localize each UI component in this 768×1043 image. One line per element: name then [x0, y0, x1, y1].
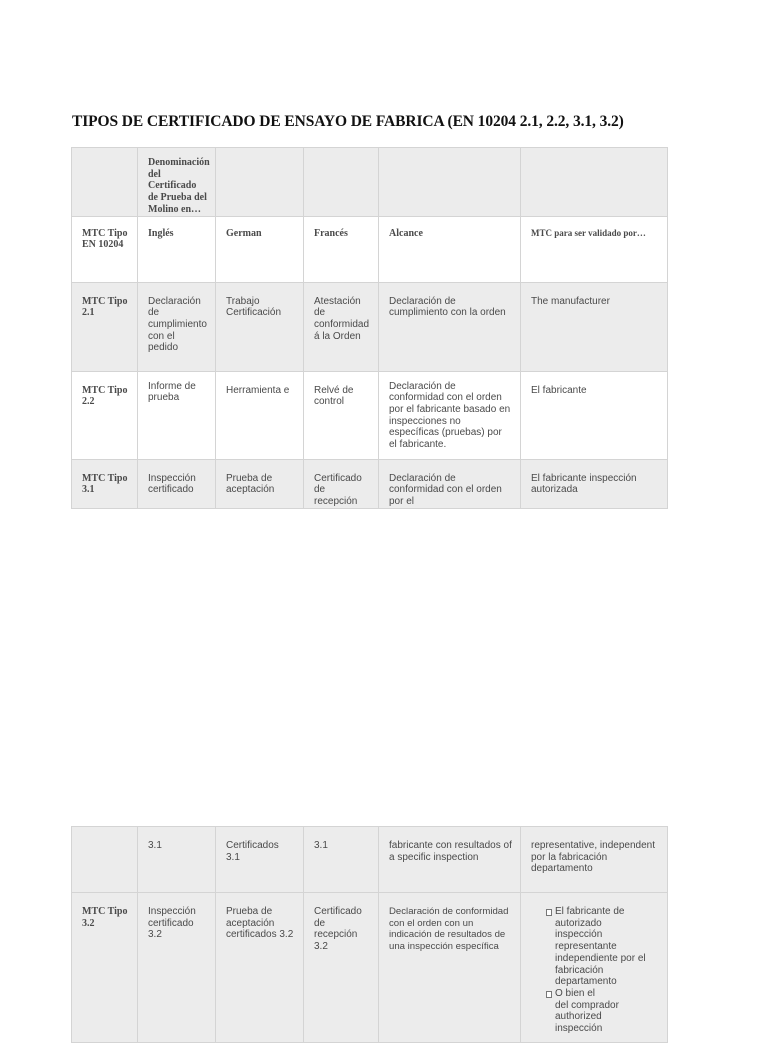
top-note: Denominación del Certificado de Prueba del Molino en… [138, 148, 216, 217]
table-header-row [72, 216, 668, 282]
row-english: Informe de prueba [138, 371, 216, 459]
row-german: Prueba de aceptación certificados 3.2 [216, 893, 304, 1043]
certificate-table-1 [71, 147, 668, 509]
row-type [72, 827, 138, 893]
row-type: MTC Tipo 2.2 [72, 371, 138, 459]
row-validated [521, 893, 668, 1043]
row-german: Trabajo Certificación [216, 282, 304, 371]
row-scope: Declaración de conformidad con el orden por el fabricante basado en inspecciones no específicas (pruebas) por el fabricante. [379, 371, 521, 459]
row-type: MTC Tipo 3.2 [72, 893, 138, 1043]
header-french: Francés [304, 216, 379, 282]
row-english: 3.1 [138, 827, 216, 893]
page-title: TIPOS DE CERTIFICADO DE ENSAYO DE FABRICA (EN 10204 2.1, 2.2, 3.1, 3.2) [72, 113, 624, 130]
table-cell [216, 148, 304, 217]
list-item: El fabricante de autorizado inspección representante independiente por el fabricación departamento [539, 906, 659, 988]
header-english: Inglés [138, 216, 216, 282]
row-french: 3.1 [304, 827, 379, 893]
row-english: Inspección certificado [138, 459, 216, 508]
table-cell [521, 148, 668, 217]
row-type: MTC Tipo 2.1 [72, 282, 138, 371]
table-row [72, 893, 668, 1043]
table-top-row [72, 148, 668, 217]
table-row [72, 282, 668, 371]
row-english: Declaración de cumplimiento con el pedido [138, 282, 216, 371]
header-type: MTC Tipo EN 10204 [72, 216, 138, 282]
table-row [72, 371, 668, 459]
row-english: Inspección certificado 3.2 [138, 893, 216, 1043]
row-type: MTC Tipo 3.1 [72, 459, 138, 508]
row-scope: fabricante con resultados of a specific inspection [379, 827, 521, 893]
row-german: Prueba de aceptación [216, 459, 304, 508]
table-row [72, 827, 668, 893]
row-validated: The manufacturer [521, 282, 668, 371]
row-french: Certificado de recepción [304, 459, 379, 508]
row-french: Relvé de control [304, 371, 379, 459]
header-validated: MTC para ser validado por… [521, 216, 668, 282]
row-french: Atestación de conformidad á la Orden [304, 282, 379, 371]
row-french: Certificado de recepción 3.2 [304, 893, 379, 1043]
table-row [72, 459, 668, 508]
row-validated: El fabricante inspección autorizada [521, 459, 668, 508]
row-german: Certificados 3.1 [216, 827, 304, 893]
table-cell [72, 148, 138, 217]
row-scope: Declaración de cumplimiento con la orden [379, 282, 521, 371]
row-scope: Declaración de conformidad con el orden con un indicación de resultados de una inspección específica [379, 893, 521, 1043]
row-validated: El fabricante [521, 371, 668, 459]
table-cell [379, 148, 521, 217]
row-german: Herramienta e [216, 371, 304, 459]
table-cell [304, 148, 379, 217]
list-item: O bien el del comprador authorized inspección [539, 988, 659, 1035]
row-scope: Declaración de conformidad con el orden por el [379, 459, 521, 508]
certificate-table-2 [71, 826, 668, 1043]
validator-list [539, 906, 659, 1035]
header-german: German [216, 216, 304, 282]
row-validated: representative, independent por la fabricación departamento [521, 827, 668, 893]
header-scope: Alcance [379, 216, 521, 282]
